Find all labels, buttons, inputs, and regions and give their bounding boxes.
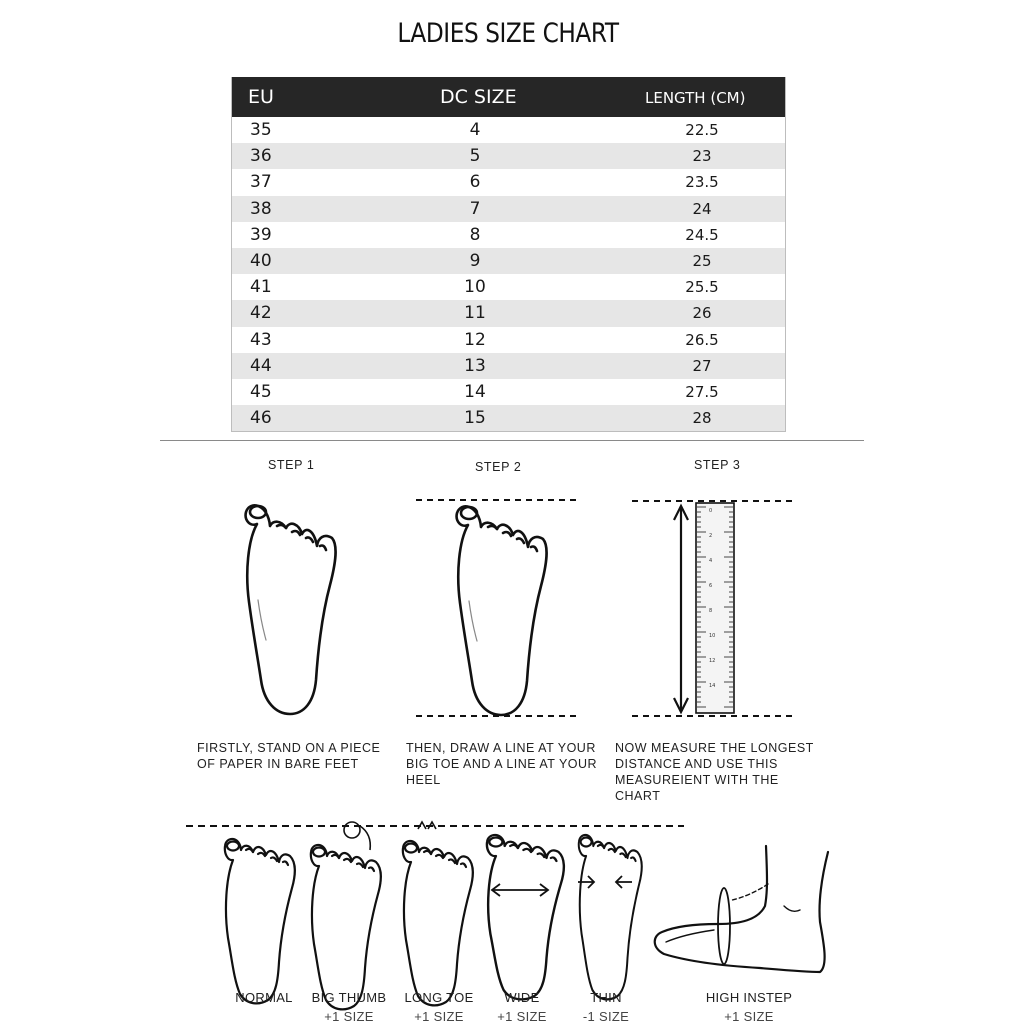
step-2-text [406,740,597,788]
cell-dc-size: 14 [464,381,486,402]
cell-length: 23.5 [685,173,719,192]
length-arrow-icon [674,506,688,712]
cell-eu: 38 [250,198,272,219]
cell-dc-size: 15 [464,408,486,429]
ruler-tick-label: 2 [709,533,713,539]
cell-length: 24 [692,199,712,218]
step-1-label: STEP 1 [268,458,315,472]
cell-eu: 46 [250,408,272,429]
step-3-line: DISTANCE AND USE THIS [615,757,778,771]
foot-type-note: +1 SIZE [497,1009,547,1024]
step-1-foot-icon [246,505,336,714]
cell-dc-size: 7 [469,198,481,219]
step-3-line: NOW MEASURE THE LONGEST [615,741,814,755]
step-1-line: FIRSTLY, STAND ON A PIECE [197,741,381,755]
cell-eu: 36 [250,146,272,167]
foot-type-name: BIG THUMB [311,990,387,1005]
foot-type-note: +1 SIZE [724,1009,774,1024]
step-1-line: OF PAPER IN BARE FEET [197,757,359,771]
cell-eu: 42 [250,303,272,324]
foot-type-note: +1 SIZE [324,1009,374,1024]
cell-dc-size: 8 [469,224,481,245]
step-3-label: STEP 3 [694,458,741,472]
cell-length: 26.5 [685,330,719,349]
foot-type-high-instep [699,988,799,1026]
long-toe-foot-icon [403,822,473,1005]
cell-dc-size: 4 [469,120,481,140]
foot-type-big-thumb [299,988,399,1026]
header-dc-size: DC SIZE [440,86,517,108]
cell-dc-size: 13 [464,355,486,376]
cell-eu: 44 [250,355,272,376]
header-length: LENGTH (CM) [645,89,746,107]
cell-length: 25.5 [685,278,719,297]
foot-type-name: HIGH INSTEP [705,990,793,1005]
ruler-tick-label: 6 [709,583,713,589]
step-3-line: CHART [615,789,661,803]
cell-eu: 43 [250,329,272,350]
foot-type-name: WIDE [504,990,540,1005]
cell-dc-size: 11 [464,303,486,324]
cell-eu: 40 [250,250,272,271]
normal-foot-icon [225,839,295,1003]
ruler-tick-label: 14 [709,683,716,689]
wide-foot-icon [487,835,564,999]
foot-type-name: NORMAL [235,990,293,1005]
cell-length: 26 [692,304,712,323]
cell-eu: 37 [250,172,272,193]
foot-type-thin [556,988,656,1026]
cell-dc-size: 9 [469,250,481,271]
step-2-foot-icon [457,506,547,715]
step-2-line: HEEL [406,773,441,787]
step-3-text [615,740,814,804]
cell-dc-size: 10 [464,277,486,298]
cell-dc-size: 5 [469,146,481,167]
big-thumb-foot-icon [311,822,381,1009]
cell-eu: 41 [250,277,272,298]
cell-dc-size: 12 [464,329,486,350]
foot-type-note: +1 SIZE [414,1009,464,1024]
step-2-line: THEN, DRAW A LINE AT YOUR [406,741,596,755]
step-2-line: BIG TOE AND A LINE AT YOUR [406,757,598,771]
step-1-text [197,740,380,772]
cell-length: 24.5 [685,225,719,244]
step-3-line: MEASUREIENT WITH THE [615,773,779,787]
cell-eu: 39 [250,224,272,245]
foot-type-note: -1 SIZE [582,1009,630,1024]
thin-foot-icon [578,835,642,999]
header-eu: EU [248,86,274,108]
cell-length: 27 [692,356,712,375]
cell-length: 22.5 [685,121,719,139]
cell-dc-size: 6 [469,172,481,193]
cell-eu: 35 [250,120,272,140]
cell-length: 27.5 [685,382,719,401]
cell-length: 28 [692,409,712,428]
high-instep-foot-icon [655,846,828,972]
ruler-tick-label: 12 [709,658,716,664]
ruler-tick-label: 0 [709,508,713,514]
step-2-label: STEP 2 [475,460,522,474]
ruler-tick-label: 8 [709,608,713,614]
foot-type-name: LONG TOE [404,990,474,1005]
page-title: LADIES SIZE CHART [397,18,619,49]
ruler-tick-label: 10 [709,633,716,639]
cell-length: 25 [692,251,712,270]
ruler-tick-label: 4 [709,558,713,564]
ruler-icon [696,503,734,713]
cell-length: 23 [692,147,712,166]
foot-type-name: THIN [590,990,622,1005]
cell-eu: 45 [250,381,272,402]
